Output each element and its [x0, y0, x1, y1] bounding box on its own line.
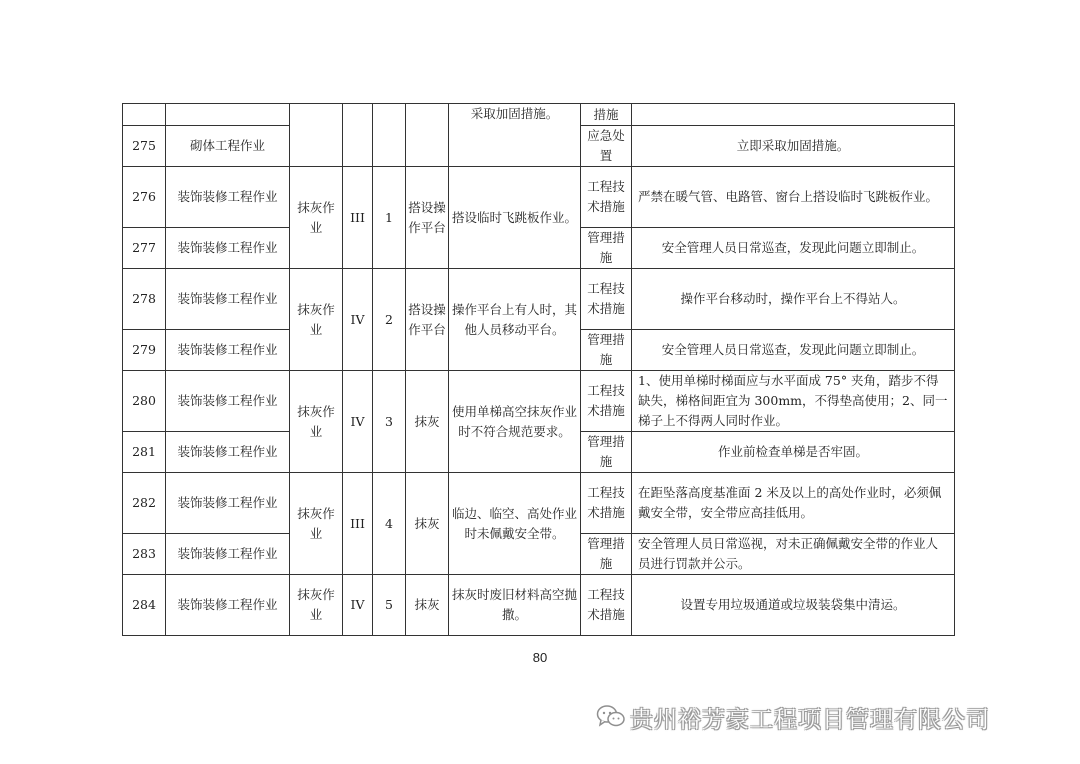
- row-id-cell: 284: [123, 575, 166, 636]
- work-type-cell: 装饰装修工程作业: [166, 473, 290, 534]
- measure-cell: 安全管理人员日常巡查，发现此问题立即制止。: [632, 228, 955, 269]
- measure-cell: 操作平台移动时，操作平台上不得站人。: [632, 269, 955, 330]
- work-category-cell: 抹灰作业: [290, 575, 343, 636]
- work-step-cell: 搭设操作平台: [406, 269, 449, 371]
- risk-level-cell: IV: [343, 371, 373, 473]
- hazard-cell: 临边、临空、高处作业时未佩戴安全带。: [449, 473, 581, 575]
- work-type-cell: 装饰装修工程作业: [166, 371, 290, 432]
- work-type-cell: 装饰装修工程作业: [166, 432, 290, 473]
- work-type-cell: 砌体工程作业: [166, 126, 290, 167]
- table-row: [123, 269, 955, 330]
- measure-cell: 作业前检查单梯是否牢固。: [632, 432, 955, 473]
- risk-level-cell: [343, 104, 373, 167]
- row-id-cell: [123, 104, 166, 126]
- table-row: [123, 371, 955, 432]
- hazard-cell: 搭设临时飞跳板作业。: [449, 167, 581, 269]
- measure-cell: 设置专用垃圾通道或垃圾装袋集中清运。: [632, 575, 955, 636]
- measure-cell: 在距坠落高度基准面 2 米及以上的高处作业时，必须佩戴安全带，安全带应高挂低用。: [632, 473, 955, 534]
- hazard-cell: 采取加固措施。: [449, 104, 581, 167]
- measure-type-cell: 管理措施: [581, 228, 632, 269]
- measure-type-cell: 管理措施: [581, 330, 632, 371]
- watermark: [596, 701, 990, 733]
- sequence-cell: 2: [373, 269, 406, 371]
- risk-level-cell: III: [343, 167, 373, 269]
- work-category-cell: 抹灰作业: [290, 167, 343, 269]
- measure-type-cell: 工程技术措施: [581, 269, 632, 330]
- measure-cell: 立即采取加固措施。: [632, 126, 955, 167]
- risk-level-cell: IV: [343, 269, 373, 371]
- work-step-cell: 搭设操作平台: [406, 167, 449, 269]
- table-row: [123, 167, 955, 228]
- sequence-cell: 5: [373, 575, 406, 636]
- work-category-cell: 抹灰作业: [290, 269, 343, 371]
- measure-type-cell: 工程技术措施: [581, 473, 632, 534]
- wechat-icon: [596, 704, 626, 730]
- work-type-cell: 装饰装修工程作业: [166, 575, 290, 636]
- measure-type-cell: 工程技术措施: [581, 575, 632, 636]
- measure-cell: 安全管理人员日常巡查，发现此问题立即制止。: [632, 330, 955, 371]
- measure-type-cell: 管理措施: [581, 432, 632, 473]
- work-step-cell: 抹灰: [406, 575, 449, 636]
- measure-type-cell: 措施: [581, 104, 632, 126]
- measure-type-cell: 工程技术措施: [581, 167, 632, 228]
- risk-level-cell: IV: [343, 575, 373, 636]
- measure-cell: 1、使用单梯时梯面应与水平面成 75° 夹角，踏步不得缺失，梯格间距宜为 300mm，不得垫高使用；2、同一梯子上不得两人同时作业。: [632, 371, 955, 432]
- measure-cell: 安全管理人员日常巡视，对未正确佩戴安全带的作业人员进行罚款并公示。: [632, 534, 955, 575]
- sequence-cell: 1: [373, 167, 406, 269]
- measure-type-cell: 管理措施: [581, 534, 632, 575]
- row-id-cell: 276: [123, 167, 166, 228]
- measure-type-cell: 工程技术措施: [581, 371, 632, 432]
- row-id-cell: 275: [123, 126, 166, 167]
- sequence-cell: 3: [373, 371, 406, 473]
- work-category-cell: 抹灰作业: [290, 473, 343, 575]
- work-type-cell: 装饰装修工程作业: [166, 330, 290, 371]
- row-id-cell: 280: [123, 371, 166, 432]
- work-step-cell: 抹灰: [406, 473, 449, 575]
- page-number: 80: [532, 650, 548, 665]
- work-category-cell: 抹灰作业: [290, 371, 343, 473]
- row-id-cell: 282: [123, 473, 166, 534]
- work-type-cell: 装饰装修工程作业: [166, 269, 290, 330]
- row-id-cell: 277: [123, 228, 166, 269]
- measure-cell: [632, 104, 955, 126]
- work-type-cell: [166, 104, 290, 126]
- work-type-cell: 装饰装修工程作业: [166, 167, 290, 228]
- risk-level-cell: III: [343, 473, 373, 575]
- work-step-cell: [406, 104, 449, 167]
- sequence-cell: 4: [373, 473, 406, 575]
- hazard-cell: 操作平台上有人时，其他人员移动平台。: [449, 269, 581, 371]
- table-row: [123, 575, 955, 636]
- table-row: [123, 473, 955, 534]
- hazard-cell: 使用单梯高空抹灰作业时不符合规范要求。: [449, 371, 581, 473]
- work-type-cell: 装饰装修工程作业: [166, 228, 290, 269]
- measure-type-cell: 应急处置: [581, 126, 632, 167]
- work-type-cell: 装饰装修工程作业: [166, 534, 290, 575]
- work-step-cell: 抹灰: [406, 371, 449, 473]
- row-id-cell: 283: [123, 534, 166, 575]
- measure-cell: 严禁在暖气管、电路管、窗台上搭设临时飞跳板作业。: [632, 167, 955, 228]
- row-id-cell: 279: [123, 330, 166, 371]
- sequence-cell: [373, 104, 406, 167]
- watermark-text: 贵州裕芳豪工程项目管理有限公司: [630, 706, 990, 733]
- table-row: [123, 104, 955, 126]
- row-id-cell: 281: [123, 432, 166, 473]
- work-category-cell: [290, 104, 343, 167]
- hazard-cell: 抹灰时废旧材料高空抛撒。: [449, 575, 581, 636]
- row-id-cell: 278: [123, 269, 166, 330]
- hazard-measures-table: [122, 103, 955, 636]
